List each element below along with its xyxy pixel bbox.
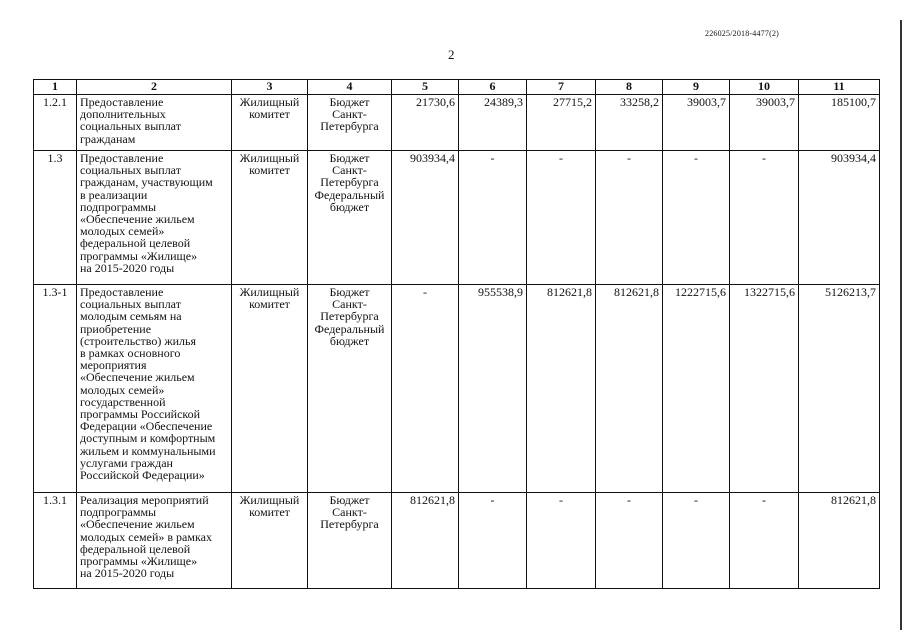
value-cell: 812621,8 xyxy=(596,285,663,493)
row-number: 1.3 xyxy=(34,151,77,285)
funding-source xyxy=(308,95,392,151)
value-cell: - xyxy=(663,151,730,285)
executor-text: Жилищный комитет xyxy=(239,151,300,178)
value-cell: 27715,2 xyxy=(527,95,596,151)
column-header: 6 xyxy=(459,80,527,95)
value-cell: 39003,7 xyxy=(663,95,730,151)
value-cell: - xyxy=(596,493,663,589)
funding-source-text: Бюджет Санкт- Петербурга Федеральный бюджет xyxy=(314,285,385,348)
column-header: 3 xyxy=(232,80,308,95)
value-cell: 21730,6 xyxy=(392,95,459,151)
page-edge-line xyxy=(900,20,902,630)
column-header: 7 xyxy=(527,80,596,95)
value-cell: 24389,3 xyxy=(459,95,527,151)
value-cell: - xyxy=(527,493,596,589)
value-cell: 812621,8 xyxy=(392,493,459,589)
measure-name xyxy=(77,285,232,493)
value-cell: - xyxy=(459,493,527,589)
executor-text: Жилищный комитет xyxy=(239,95,300,122)
value-cell: 39003,7 xyxy=(730,95,799,151)
executor xyxy=(232,95,308,151)
funding-source xyxy=(308,285,392,493)
value-cell: 33258,2 xyxy=(596,95,663,151)
table-header-row xyxy=(34,80,880,95)
measure-name xyxy=(77,151,232,285)
total-cell: 903934,4 xyxy=(799,151,880,285)
value-cell: 955538,9 xyxy=(459,285,527,493)
value-cell: - xyxy=(730,151,799,285)
executor-text: Жилищный комитет xyxy=(239,285,300,312)
table-row xyxy=(34,151,880,285)
table-row xyxy=(34,285,880,493)
executor-text: Жилищный комитет xyxy=(239,493,300,520)
page-number: 2 xyxy=(448,47,455,62)
value-cell: - xyxy=(663,493,730,589)
value-cell: - xyxy=(596,151,663,285)
value-cell: 1322715,6 xyxy=(730,285,799,493)
column-header: 9 xyxy=(663,80,730,95)
funding-source xyxy=(308,151,392,285)
value-cell: 1222715,6 xyxy=(663,285,730,493)
column-header: 2 xyxy=(77,80,232,95)
value-cell: 903934,4 xyxy=(392,151,459,285)
total-cell: 185100,7 xyxy=(799,95,880,151)
measure-name-text: Предоставление социальных выплат молодым семьям на приобретение (строительство) жилья в рамках основного мероприятия «Обеспечение жильем молодых семей» государственной программы Российской Федерации «Обеспечение доступным и комфортным жильем и коммунальными услугами граждан Российской Федерации» xyxy=(80,285,216,483)
measure-name xyxy=(77,95,232,151)
measure-name-text: Предоставление дополнительных социальных выплат гражданам xyxy=(80,95,181,146)
measure-name-text: Предоставление социальных выплат гражданам, участвующим в реализации подпрограммы «Обеспечение жильем молодых семей» федеральной целевой программы «Жилище» на 2015-2020 годы xyxy=(80,151,213,275)
value-cell: - xyxy=(459,151,527,285)
executor xyxy=(232,493,308,589)
row-number: 1.3.1 xyxy=(34,493,77,589)
column-header: 1 xyxy=(34,80,77,95)
executor xyxy=(232,151,308,285)
program-funding-table xyxy=(33,79,880,589)
column-header: 5 xyxy=(392,80,459,95)
value-cell: - xyxy=(730,493,799,589)
value-cell: - xyxy=(392,285,459,493)
value-cell: - xyxy=(527,151,596,285)
executor xyxy=(232,285,308,493)
column-header: 4 xyxy=(308,80,392,95)
measure-name-text: Реализация мероприятий подпрограммы «Обеспечение жильем молодых семей» в рамках федеральной целевой программы «Жилище» на 2015-2020 годы xyxy=(80,493,212,581)
table-row xyxy=(34,95,880,151)
row-number: 1.3-1 xyxy=(34,285,77,493)
total-cell: 812621,8 xyxy=(799,493,880,589)
document-id: 226025/2018-4477(2) xyxy=(705,29,780,38)
funding-source xyxy=(308,493,392,589)
funding-source-text: Бюджет Санкт- Петербурга xyxy=(320,493,379,532)
total-cell: 5126213,7 xyxy=(799,285,880,493)
value-cell: 812621,8 xyxy=(527,285,596,493)
funding-source-text: Бюджет Санкт- Петербурга Федеральный бюджет xyxy=(314,151,385,214)
column-header: 8 xyxy=(596,80,663,95)
column-header: 10 xyxy=(730,80,799,95)
table-row xyxy=(34,493,880,589)
column-header: 11 xyxy=(799,80,880,95)
funding-source-text: Бюджет Санкт- Петербурга xyxy=(320,95,379,134)
row-number: 1.2.1 xyxy=(34,95,77,151)
measure-name xyxy=(77,493,232,589)
